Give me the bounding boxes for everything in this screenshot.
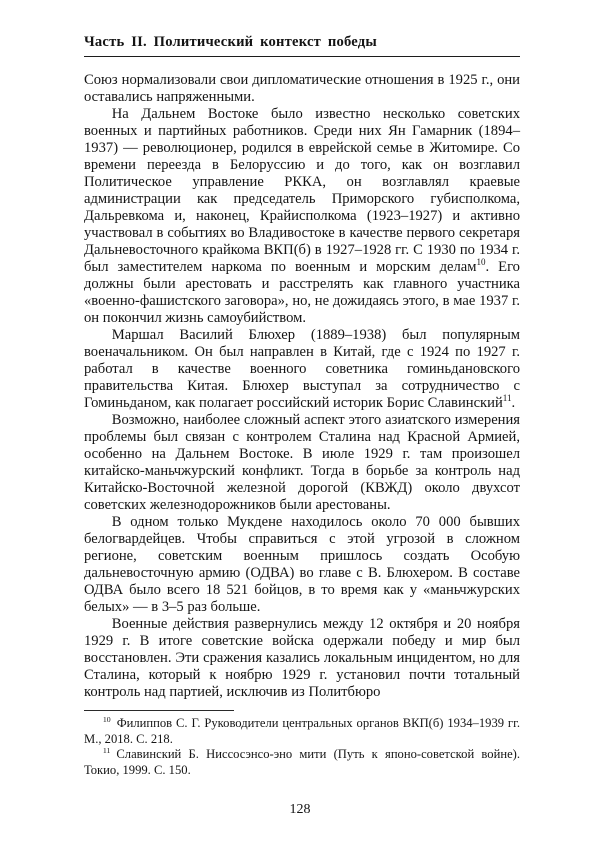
paragraph-text: Союз нормализовали свои дипломатические отношения в 1925 г., они оставались напряженными. <box>84 72 520 105</box>
footnote-marker-10: 10 <box>102 714 111 724</box>
page-number: 128 <box>289 802 311 817</box>
running-header <box>84 30 520 56</box>
footnote-text: Славинский Б. Ниссосэнсо-эно мити (Путь к японо-советской войне). Токио, 1999. С. 150. <box>84 747 520 777</box>
footnotes-section <box>84 710 520 778</box>
footnote-reference-11: 11 <box>502 393 512 404</box>
paragraph-text: . <box>511 395 516 411</box>
paragraph-1 <box>84 72 520 106</box>
footnote-11 <box>84 747 520 778</box>
footnote-separator-rule <box>84 710 234 711</box>
paragraph-text: Маршал Василий Блюхер (1889–1938) был популярным военачальником. Он был направлен в Китай, где с 1924 по 1927 г. работал в качестве военного советника гоминьдановского правительства Китая. Блюхер выступал за сотрудничество с Гоминьданом, как полагает российский историк Борис Славинский <box>84 327 520 411</box>
paragraph-text: Военные действия развернулись между 12 октября и 20 ноября 1929 г. В итоге советские войска одержали победу и мир был восстановлен. Эти сражения казались локальным инцидентом, но для Сталина, который к ноябрю 1929 г. установил почти тотальный контроль над партией, исключив из Политбюро <box>84 616 520 700</box>
footnote-10 <box>84 716 520 747</box>
body-text <box>84 72 520 701</box>
paragraph-text: В одном только Мукдене находилось около 70 000 бывших белогвардейцев. Чтобы справиться с этой угрозой в сложном регионе, советским военным пришлось создать Особую дальневосточную армию (ОДВА) во главе с В. Блюхером. В составе ОДВА было всего 18 521 бойцов, в то время как у «маньчжурских белых» — в 3–5 раз больше. <box>84 514 520 615</box>
paragraph-2 <box>84 106 520 327</box>
paragraph-5 <box>84 514 520 616</box>
paragraph-6 <box>84 616 520 701</box>
paragraph-4 <box>84 412 520 514</box>
paragraph-3 <box>84 327 520 412</box>
footnote-text: Филиппов С. Г. Руководители центральных органов ВКП(б) 1934–1939 гг. М., 2018. С. 218. <box>84 716 520 746</box>
header-rule <box>84 56 520 57</box>
paragraph-text: . Его должны были арестовать и расстрелять как главного участника «военно-фашистского заговора», но, не дожидаясь этого, в мае 1937 г. он покончил жизнь самоубийством. <box>84 259 520 326</box>
footnote-reference-10: 10 <box>476 257 486 268</box>
paragraph-text: Возможно, наиболее сложный аспект этого азиатского измерения проблемы был связан с контролем Сталина над Красной Армией, особенно на Дальнем Востоке. В июле 1929 г. там произошел китайско-маньчжурский конфликт. Тогда в борьбе за контроль над Китайско-Восточной железной дорогой (КВЖД) около двухсот советских железнодорожников были арестованы. <box>84 412 520 513</box>
paragraph-text: На Дальнем Востоке было известно несколько советских военных и партийных работников. Среди них Ян Гамарник (1894–1937) — революционер, родился в еврейской семье в Житомире. Со времени переезда в Белоруссию и до того, как он возглавил Политическое управление РККА, он возглавлял краевые администрации как председатель Приморского губисполкома, Дальревкома и, наконец, Крайисполкома (1923–1927) и активно участвовал в событиях во Владивостоке в качестве первого секретаря Дальневосточного крайкома ВКП(б) в 1927–1928 гг. С 1930 по 1934 г. был заместителем наркома по военным и морским делам <box>84 106 520 275</box>
footnote-marker-11: 11 <box>102 745 111 755</box>
running-header-title: Часть II. Политический контекст победы <box>84 34 377 50</box>
